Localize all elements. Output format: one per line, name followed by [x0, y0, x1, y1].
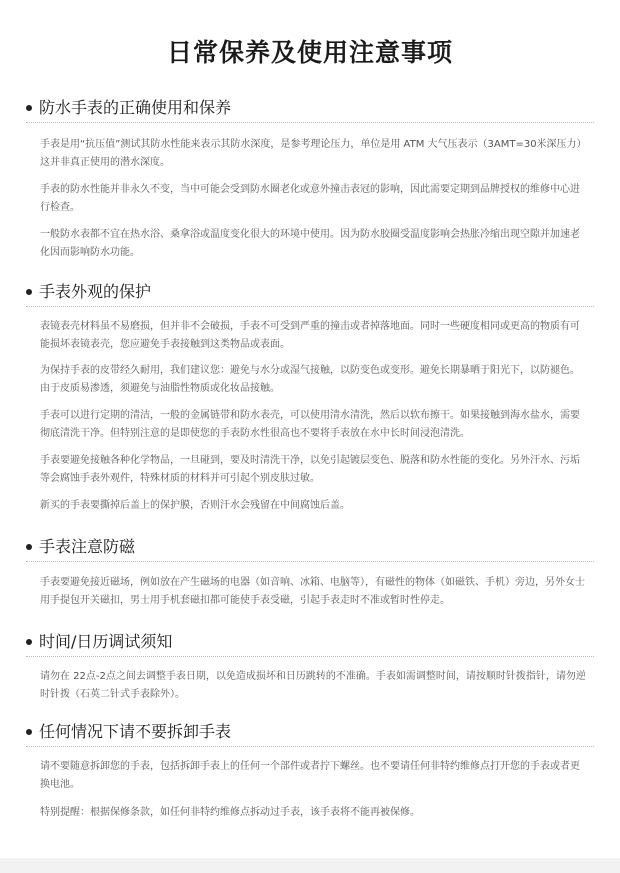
paragraph: 新买的手表要撕掉后盖上的保护膜，否则汗水会残留在中间腐蚀后盖。	[40, 500, 350, 511]
bullet-icon	[26, 289, 32, 295]
section-divider	[26, 656, 594, 657]
paragraph: 为保持手表的皮带经久耐用，我们建议您：避免与水分或湿气接触，以防变色或变形。避免长期暴晒于阳光下，以防褪色。由于皮质易渗透，须避免与油脂性物质或化妆品接触。	[40, 365, 580, 394]
paragraph: 一般防水表都不宜在热水浴、桑拿浴或温度变化很大的环境中使用。因为防水胶圈受温度影响会热胀冷缩出现空隙并加速老化因而影响防水功能。	[40, 229, 580, 258]
paragraph: 手表的防水性能并非永久不变，当中可能会受到防水圈老化或意外撞击表冠的影响，因此需要定期到品牌授权的维修中心进行检查。	[40, 184, 580, 213]
section-heading-magnetism	[26, 535, 135, 559]
paragraph: 手表可以进行定期的清洁，一般的金属链带和防水表壳，可以使用清水清洗，然后以软布擦干。如果接触到海水盐水，需要彻底清洗干净。但特别注意的是即使您的手表防水性很高也不要将手表放在水中长时间浸泡清洗。	[40, 410, 580, 439]
paragraph: 特别提醒：根据保修条款，如任何非特约维修点拆动过手表，该手表将不能再被保修。	[40, 807, 420, 818]
paragraph: 手表要避免接触各种化学物品，一旦碰到，要及时清洗干净，以免引起镀层变色、脱落和防水性能的变化。另外汗水、污垢等会腐蚀手表外观件，特殊材质的材料并可引起个别皮肤过敏。	[40, 455, 580, 484]
paragraph: 手表要避免接近磁场，例如放在产生磁场的电器（如音响、冰箱、电脑等），有磁性的物体（如磁铁、手机）旁边，另外女士用手提包开关磁扣，男士用手机套磁扣都可能使手表受磁，引起手表走时不准或暂时性停走。	[40, 577, 585, 606]
paragraph: 表镜表壳材料虽不易磨损，但并非不会破损，手表不可受到严重的撞击或者掉落地面。同时一些硬度相同或更高的物质有可能损坏表镜表壳，您应避免手表接触到这类物品或表面。	[40, 321, 580, 350]
page-title: 日常保养及使用注意事项	[166, 38, 453, 67]
section-heading-appearance	[26, 280, 151, 304]
bullet-icon	[26, 729, 32, 735]
bullet-icon	[26, 639, 32, 645]
section-title: 手表外观的保护	[39, 282, 152, 301]
bullet-icon	[26, 105, 32, 111]
section-heading-waterproof	[26, 96, 231, 120]
section-heading-no-disassembly	[26, 720, 231, 744]
section-divider	[26, 306, 594, 307]
section-divider	[26, 561, 594, 562]
footer-band	[0, 858, 620, 873]
paragraph: 请不要随意拆卸您的手表，包括拆卸手表上的任何一个部件或者拧下螺丝。也不要请任何非特约维修点打开您的手表或者更换电池。	[40, 761, 580, 790]
section-title: 时间/日历调试须知	[39, 632, 173, 651]
section-divider	[26, 122, 594, 123]
section-heading-time-calendar	[26, 630, 172, 654]
paragraph: 手表是用“抗压值”测试其防水性能来表示其防水深度，是参考理论压力，单位是用 ATM 大气压表示（3AMT=30米深压力）这并非真正使用的潜水深度。	[40, 139, 587, 168]
paragraph: 请勿在 22点-2点之间去调整手表日期，以免造成损坏和日历跳转的不准确。手表如需调整时间，请按顺时针拨指针，请勿逆时针拨（石英二针式手表除外）。	[40, 671, 586, 700]
bullet-icon	[26, 544, 32, 550]
section-title: 防水手表的正确使用和保养	[39, 98, 232, 117]
section-title: 任何情况下请不要拆卸手表	[39, 722, 232, 741]
section-divider	[26, 746, 594, 747]
section-title: 手表注意防磁	[39, 537, 136, 556]
